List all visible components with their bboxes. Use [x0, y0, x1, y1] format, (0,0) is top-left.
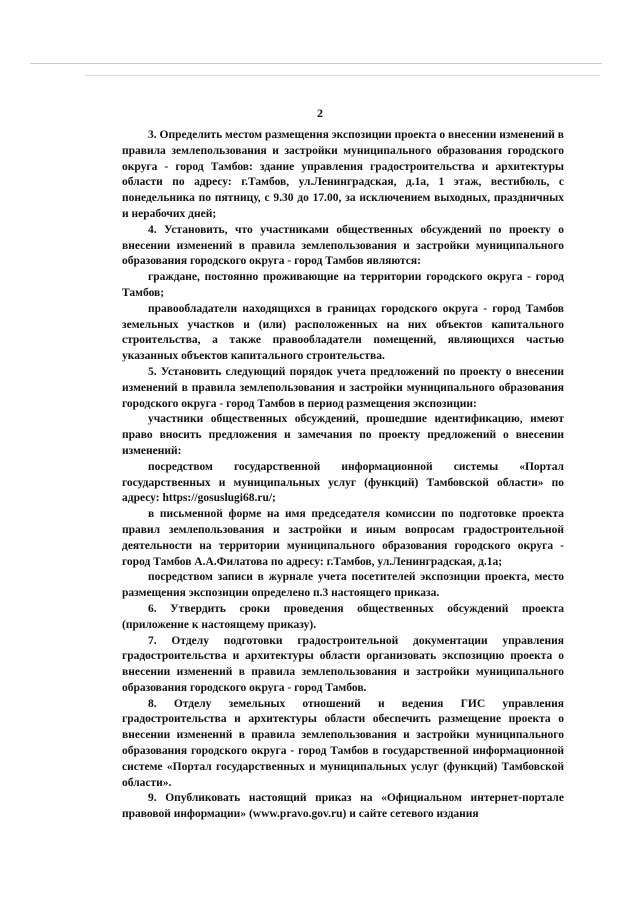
paragraph-item-9-publish-order: 9. Опубликовать настоящий приказ на «Официальном интернет-портале правовой информации» (www.pravo.gov.ru) и сайте сетевого издания: [122, 792, 564, 821]
paragraph-item-8-publish-in-gis: 8. Отделу земельных отношений и ведения ГИС управления градостроительства и архитектуры области обеспечить размещение проекта о внесении изменений в правила землепользования и застройки муниципального образования городского округа - город Тамбов в государственной информационной системе «Портал государственных и муниципальных услуг (функций) Тамбовской области».: [122, 697, 564, 789]
paragraph-in-writing: в письменной форме на имя председателя комиссии по подготовке проекта правил землепользования и застройки и иным вопросам градостроительной деятельности на территории муниципального образования городского округа - город Тамбов А.А.Филатова по адресу: г.Тамбов, ул.Ленинградская, д.1а;: [122, 508, 564, 568]
paragraph-via-gis-portal: посредством государственной информационной системы «Портал государственных и муниципальных услуг (функций) Тамбовской области» по адресу: https://gosuslugi68.ru/;: [122, 460, 564, 505]
paragraph-item-7-organize-exposition: 7. Отделу подготовки градостроительной документации управления градостроительства и архитектуры области организовать экспозицию проекта о внесении изменений в правила землепользования и застройки муниципального образования городского округа - город Тамбов.: [122, 634, 564, 694]
paragraph-via-visitor-log: посредством записи в журнале учета посетителей экспозиции проекта, место размещения экспозиции определено п.3 настоящего приказа.: [122, 571, 564, 600]
scan-top-edge-line-secondary: [85, 75, 600, 76]
page-number: 2: [317, 106, 323, 120]
paragraph-item-5-proposals-procedure: 5. Установить следующий порядок учета предложений по проекту о внесении изменений в правила землепользования и застройки муниципального образования городского округа - город Тамбов в период размещения экспозиции:: [122, 365, 564, 410]
scan-top-edge-line: [30, 63, 602, 64]
document-body: [122, 128, 564, 823]
paragraph-item-4-participants: 4. Установить, что участниками общественных обсуждений по проекту о внесении изменений в правила землепользования и застройки муниципального образования городского округа - город Тамбов являются:: [122, 223, 564, 268]
paragraph-participants-rightholders: правообладатели находящихся в границах городского округа - город Тамбов земельных участков и (или) расположенных на них объектов капитального строительства, а также правообладатели помещений, являющихся частью указанных объектов капитального строительства.: [122, 302, 564, 363]
paragraph-item-6-terms: 6. Утвердить сроки проведения общественных обсуждений проекта (приложение к настоящему приказу).: [122, 602, 564, 631]
paragraph-item-3-exposition-location: 3. Определить местом размещения экспозиции проекта о внесении изменений в правила землепользования и застройки муниципального образования городского округа - город Тамбов: здание управления градостроительства и архитектуры области по адресу: г.Тамбов, ул.Ленинградская, д.1а, 1 этаж, вестибюль, с понедельника по пятницу, с 9.30 до 17.00, за исключением выходных, праздничных и нерабочих дней;: [122, 129, 564, 220]
paragraph-identified-participants: участники общественных обсуждений, прошедшие идентификацию, имеют право вносить предложения и замечания по проекту предложений о внесении изменений:: [122, 413, 564, 457]
paragraph-participants-citizens: граждане, постоянно проживающие на территории городского округа - город Тамбов;: [122, 271, 564, 299]
